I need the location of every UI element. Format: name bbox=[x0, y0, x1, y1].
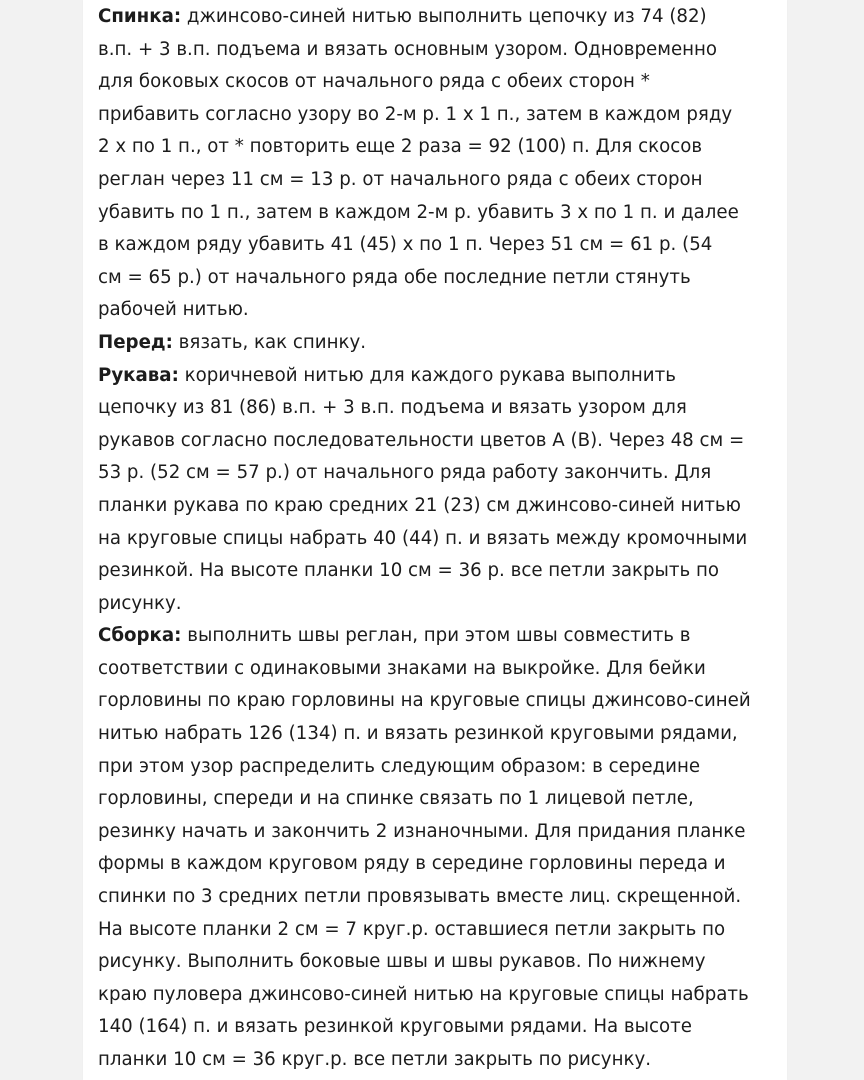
section-heading: Спинка: bbox=[98, 6, 182, 27]
section-front bbox=[98, 327, 783, 360]
text-line: Рукава: коричневой нитью для каждого рукава выполнить bbox=[98, 364, 676, 386]
text-line: в.п. + 3 в.п. подъема и вязать основным узором. Одновременно bbox=[98, 38, 718, 60]
text-line: краю пуловера джинсово-синей нитью на круговые спицы набрать bbox=[98, 983, 749, 1005]
text-line: для боковых скосов от начального ряда с обеих сторон * bbox=[98, 71, 650, 93]
section-heading: Рукава: bbox=[98, 364, 179, 386]
text-line: горловины по краю горловины на круговые спицы джинсово-синей bbox=[98, 690, 751, 712]
section-back bbox=[98, 1, 783, 327]
text-line: резинку начать и закончить 2 изнаночными. Для придания планке bbox=[98, 820, 746, 842]
text-line: Спинка: джинсово-синей нитью выполнить цепочку из 74 (82) bbox=[98, 6, 707, 27]
text-line: при этом узор распределить следующим образом: в середине bbox=[98, 755, 701, 777]
text-line: Перед: вязать, как спинку. bbox=[98, 331, 367, 353]
section-heading: Сборка: bbox=[98, 625, 182, 647]
text-line: формы в каждом круговом ряду в середине горловины переда и bbox=[98, 853, 726, 875]
text-line: в каждом ряду убавить 41 (45) х по 1 п. Через 51 см = 61 р. (54 bbox=[98, 234, 713, 256]
text-line: соответствии с одинаковыми знаками на выкройке. Для бейки bbox=[98, 657, 706, 679]
text-line: спинки по 3 средних петли провязывать вместе лиц. скрещенной. bbox=[98, 886, 742, 908]
text-line: резинкой. На высоте планки 10 см = 36 р. все петли закрыть по bbox=[98, 560, 720, 582]
text-line: рабочей нитью. bbox=[98, 299, 249, 321]
text-line: На высоте планки 2 см = 7 круг.р. оставшиеся петли закрыть по bbox=[98, 918, 726, 940]
text-line: убавить по 1 п., затем в каждом 2-м р. убавить 3 х по 1 п. и далее bbox=[98, 201, 739, 223]
text-line: 53 р. (52 см = 57 р.) от начального ряда работу закончить. Для bbox=[98, 462, 712, 484]
text-line: 2 х по 1 п., от * повторить еще 2 раза = 92 (100) п. Для скосов bbox=[98, 136, 703, 158]
section-assembly bbox=[98, 620, 783, 1076]
text-line: горловины, спереди и на спинке связать по 1 лицевой петле, bbox=[98, 788, 694, 810]
section-heading: Перед: bbox=[98, 331, 173, 353]
text-line: реглан через 11 см = 13 р. от начального ряда с обеих сторон bbox=[98, 168, 703, 190]
text-line: Сборка: выполнить швы реглан, при этом швы совместить в bbox=[98, 625, 691, 647]
document-page bbox=[83, 0, 787, 1080]
section-sleeves bbox=[98, 360, 783, 621]
text-line: 140 (164) п. и вязать резинкой круговыми рядами. На высоте bbox=[98, 1016, 692, 1038]
text-line: планки рукава по краю средних 21 (23) см джинсово-синей нитью bbox=[98, 494, 741, 516]
document-text bbox=[98, 1, 783, 1077]
text-line: цепочку из 81 (86) в.п. + 3 в.п. подъема и вязать узором для bbox=[98, 397, 687, 419]
text-line: нитью набрать 126 (134) п. и вязать резинкой круговыми рядами, bbox=[98, 723, 738, 745]
text-line: прибавить согласно узору во 2-м р. 1 х 1 п., затем в каждом ряду bbox=[98, 103, 733, 125]
text-line: рисунку. Выполнить боковые швы и швы рукавов. По нижнему bbox=[98, 951, 706, 973]
text-line: планки 10 см = 36 круг.р. все петли закрыть по рисунку. bbox=[98, 1049, 651, 1070]
text-line: см = 65 р.) от начального ряда обе последние петли стянуть bbox=[98, 266, 691, 288]
text-line: на круговые спицы набрать 40 (44) п. и вязать между кромочными bbox=[98, 527, 748, 549]
text-line: рукавов согласно последовательности цветов А (В). Через 48 см = bbox=[98, 429, 745, 451]
text-line: рисунку. bbox=[98, 592, 182, 614]
